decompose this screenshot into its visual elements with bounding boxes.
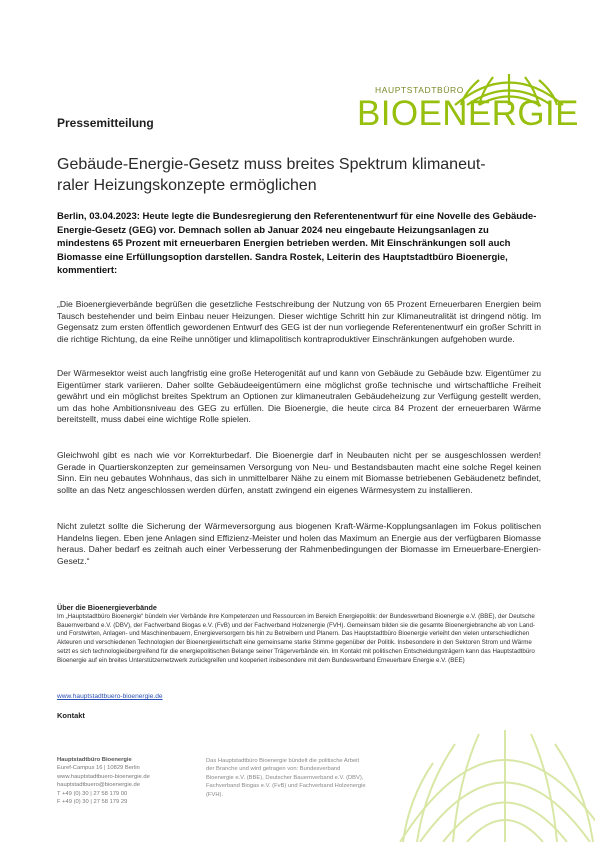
body-paragraph-2: Der Wärmesektor weist auch langfristig eine große Heterogenität auf und kann von Gebäude zu Gebäude bzw. Eigentümer zu Eigentümer stark variieren. Daher sollte Gebäudeeigentümern eine möglichst große technische und wirtschaftliche Freiheit gewährt und ein möglichst breites Spektrum an Optionen zur klimaneutralen Gebäudeheizung zur Verfügung gestellt werden, um das hohe Ambitionsniveau des GEG zu erfüllen. Die Bioenergie, die heute circa 84 Prozent der erneuerbaren Wärme bereitstellt, muss dabei eine wichtige Rolle spielen.	[57, 368, 541, 425]
contact-heading: Kontakt	[57, 711, 85, 720]
logo-title: BIOENERGIE	[357, 94, 579, 133]
brand-logo	[355, 70, 579, 134]
document-kicker: Pressemitteilung	[57, 116, 154, 130]
page-title	[57, 154, 547, 196]
lead-paragraph: Berlin, 03.04.2023: Heute legte die Bundesregierung den Referentenentwurf für eine Novelle des Gebäude-Energie-Gesetz (GEG) vor. Demnach sollen ab Januar 2024 neu eingebaute Heizungsanlagen zu mindestens 65 Prozent mit erneuerbaren Energien betrieben werden. Mit Einschränkungen soll auch Biomasse eine Erfüllungsoption darstellen. Sandra Rostek, Leiterin des Hauptstadtbüro Bioenergie, kommentiert:	[57, 211, 537, 277]
body-paragraph-3: Gleichwohl gibt es nach wie vor Korrekturbedarf. Die Bioenergie darf in Neubauten nicht per se ausgeschlossen werden! Gerade in Quartierskonzepten zur gemeinsamen Versorgung von Neu- und Bestandsbauten macht eine solche Regel keinen Sinn. Ein neu gebautes Wohnhaus, das sich in unmittelbarer Nähe zu einem mit Biomasse betriebenen Gebäudenetz befindet, sollte an das Netz angeschlossen werden dürfen, anstatt zwingend ein eigenes Wärmesystem zu installieren.	[57, 450, 541, 495]
about-heading: Über die Bioenergieverbände	[57, 603, 157, 612]
about-text: Im „Hauptstadtbüro Bioenergie“ bündeln vier Verbände ihre Kompetenzen und Ressourcen im Bereich Energiepolitik: der Bundesverband Bioenergie e.V. (BBE), der Deutsche Bauernverband e.V. (DBV), der Fachverband Biogas e.V. (FvB) und der Fachverband Holzenergie (FVH). Gemeinsam bilden sie die gesamte Bioenergiebranche ab von Land- und Forstwirten, Anlagen- und Maschinenbauern, Energieversorgern bis hin zu Betreibern und Planern. Das Hauptstadtbüro Bioenergie verleiht den vielen unterschiedlichen Akteuren und verschiedenen Technologien der Bioenergiewirtschaft eine gemeinsame starke Stimme gegenüber der Politik. Insbesondere in den Sektoren Strom und Wärme setzt es sich technologieübergreifend für die energiepolitischen Belange seiner Trägerverbände ein. Im Kontakt mit politischen Entscheidungsträgern kann das Hauptstadtbüro Bioenergie auf ein breites Unterstützernetzwerk zurückgreifen und kooperiert insbesondere mit dem Bundesverband Erneuerbare Energie e.V. (BEE)	[57, 613, 535, 664]
footer-address	[57, 756, 197, 806]
body-paragraph-4: Nicht zuletzt sollte die Sicherung der Wärmeversorgung aus biogenen Kraft-Wärme-Kopplungsanlagen im Fokus politischen Handelns liegen. Eben jene Anlagen sind Effizienz-Meister und holen das Maximum an Energie aus der verfügbaren Biomasse heraus. Daher bedarf es zeitnah auch einer Verbesserung der Rahmenbedingungen der Biomasse im Erneuerbare-Energien-Gesetz.“	[57, 521, 541, 566]
logo-subtitle: HAUPTSTADTBÜRO	[375, 85, 464, 95]
footer-line: hauptstadtbuero@bioenergie.de	[57, 782, 140, 789]
footer-description: Das Hauptstadtbüro Bioenergie bündelt die politische Arbeit der Branche und wird getragen von: Bundesverband Bioenergie e.V. (BBE), Deutscher Bauernverband e.V. (DBV), Fachverband Biogas e.V. (FvB) und Fachverband Holzenergie (FVH).	[206, 758, 366, 798]
footer-line: www.hauptstadtbuero-bioenergie.de	[57, 773, 150, 780]
headline-line-2: raler Heizungskonzepte ermöglichen	[57, 177, 317, 194]
globe-watermark-icon	[395, 718, 595, 842]
headline-line-1: Gebäude-Energie-Gesetz muss breites Spektrum klimaneut-	[57, 156, 486, 173]
website-link[interactable]: www.hauptstadtbuero-bioenergie.de	[57, 693, 163, 700]
body-paragraph-1: „Die Bioenergieverbände begrüßen die gesetzliche Festschreibung der Nutzung von 65 Prozent Erneuerbaren Energien beim Tausch bestehender und beim Einbau neuer Heizungen. Dieser wichtige Schritt hin zur Klimaneutralität ist dringend nötig. Im Gegensatz zum ersten öffentlich gewordenen Entwurf des GEG ist der nun vorliegende Referentenentwurf ein großer Schritt in die richtige Richtung, da eine Reihe unnötiger und klimapolitisch kontraproduktiver Einschränkungen aufgehoben wurde.	[57, 299, 541, 344]
footer-org-name: Hauptstadtbüro Bioenergie	[57, 757, 132, 763]
footer-line: F +49 (0) 30 | 27 58 179 29	[57, 799, 128, 806]
footer-line: T +49 (0) 30 | 27 58 179 00	[57, 790, 128, 797]
footer-line: Euref-Campus 16 | 10829 Berlin	[57, 765, 140, 772]
